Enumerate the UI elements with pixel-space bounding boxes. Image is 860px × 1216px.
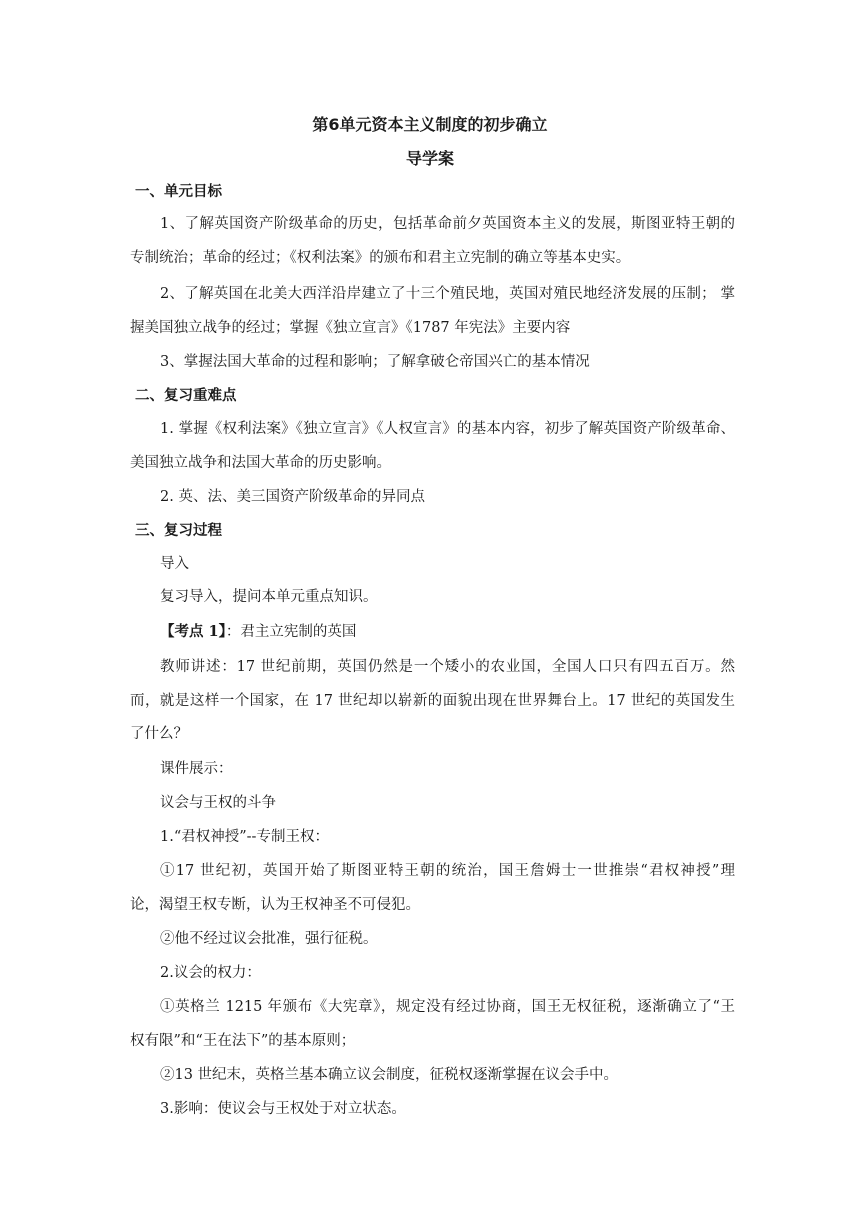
paragraph-line: 1. 掌握《权利法案》《独立宣言》《人权宣言》的基本内容，初步了解英国资产阶级革命、 [160, 421, 735, 437]
paragraph-line: 导入 [160, 556, 189, 572]
section-heading-key-points: 二、复习重难点 [135, 388, 237, 404]
paragraph-line: 2. 英、法、美三国资产阶级革命的异同点 [160, 489, 425, 505]
section-heading-review-process: 三、复习过程 [135, 523, 222, 539]
paragraph-line: 2、了解英国在北美大西洋沿岸建立了十三个殖民地，英国对殖民地经济发展的压制； 掌 [160, 286, 735, 302]
paragraph-line: 美国独立战争和法国大革命的历史影响。 [130, 455, 391, 471]
document-title: 第6单元资本主义制度的初步确立 [312, 115, 548, 134]
section-heading-unit-goals: 一、单元目标 [135, 184, 222, 200]
document-subtitle: 导学案 [405, 149, 454, 168]
paragraph-line: 议会与王权的斗争 [160, 795, 276, 811]
paragraph-line: 了什么？ [130, 726, 188, 742]
kaodian-line [160, 620, 735, 641]
paragraph-line: ②他不经过议会批准，强行征税。 [160, 931, 378, 947]
paragraph-line: 握美国独立战争的经过；掌握《独立宣言》《1787 年宪法》主要内容 [130, 320, 571, 336]
kaodian-label: 【考点 1】 [160, 623, 226, 640]
paragraph-line: 论，渴望王权专断，认为王权神圣不可侵犯。 [130, 897, 420, 913]
paragraph-line: 1.“君权神授”--专制王权： [160, 829, 329, 845]
paragraph-line: 2.议会的权力： [160, 965, 261, 981]
paragraph-line: ①英格兰 1215 年颁布《大宪章》，规定没有经过协商，国王无权征税，逐渐确立了“王 [160, 999, 735, 1015]
paragraph-line: 复习导入，提问本单元重点知识。 [160, 589, 378, 605]
paragraph-line: 3.影响：使议会与王权处于对立状态。 [160, 1101, 406, 1117]
paragraph-line: 权有限”和“王在法下”的基本原则； [130, 1033, 356, 1049]
paragraph-line: 课件展示： [160, 761, 233, 777]
paragraph-line: 1、了解英国资产阶级革命的历史，包括革命前夕英国资本主义的发展，斯图亚特王朝的 [160, 216, 735, 232]
paragraph-line: 教师讲述：17 世纪前期，英国仍然是一个矮小的农业国，全国人口只有四五百万。然 [160, 659, 735, 675]
paragraph-line: 而，就是这样一个国家，在 17 世纪却以崭新的面貌出现在世界舞台上。17 世纪的英国发生 [130, 693, 735, 709]
kaodian-text: ：君主立宪制的英国 [225, 624, 357, 640]
paragraph-line: ①17 世纪初，英国开始了斯图亚特王朝的统治，国王詹姆士一世推崇“君权神授”理 [160, 863, 735, 879]
paragraph-line: ②13 世纪末，英格兰基本确立议会制度，征税权逐渐掌握在议会手中。 [160, 1067, 619, 1083]
paragraph-line: 专制统治；革命的经过；《权利法案》的颁布和君主立宪制的确立等基本史实。 [130, 250, 631, 266]
paragraph-line: 3、掌握法国大革命的过程和影响；了解拿破仑帝国兴亡的基本情况 [160, 354, 590, 370]
